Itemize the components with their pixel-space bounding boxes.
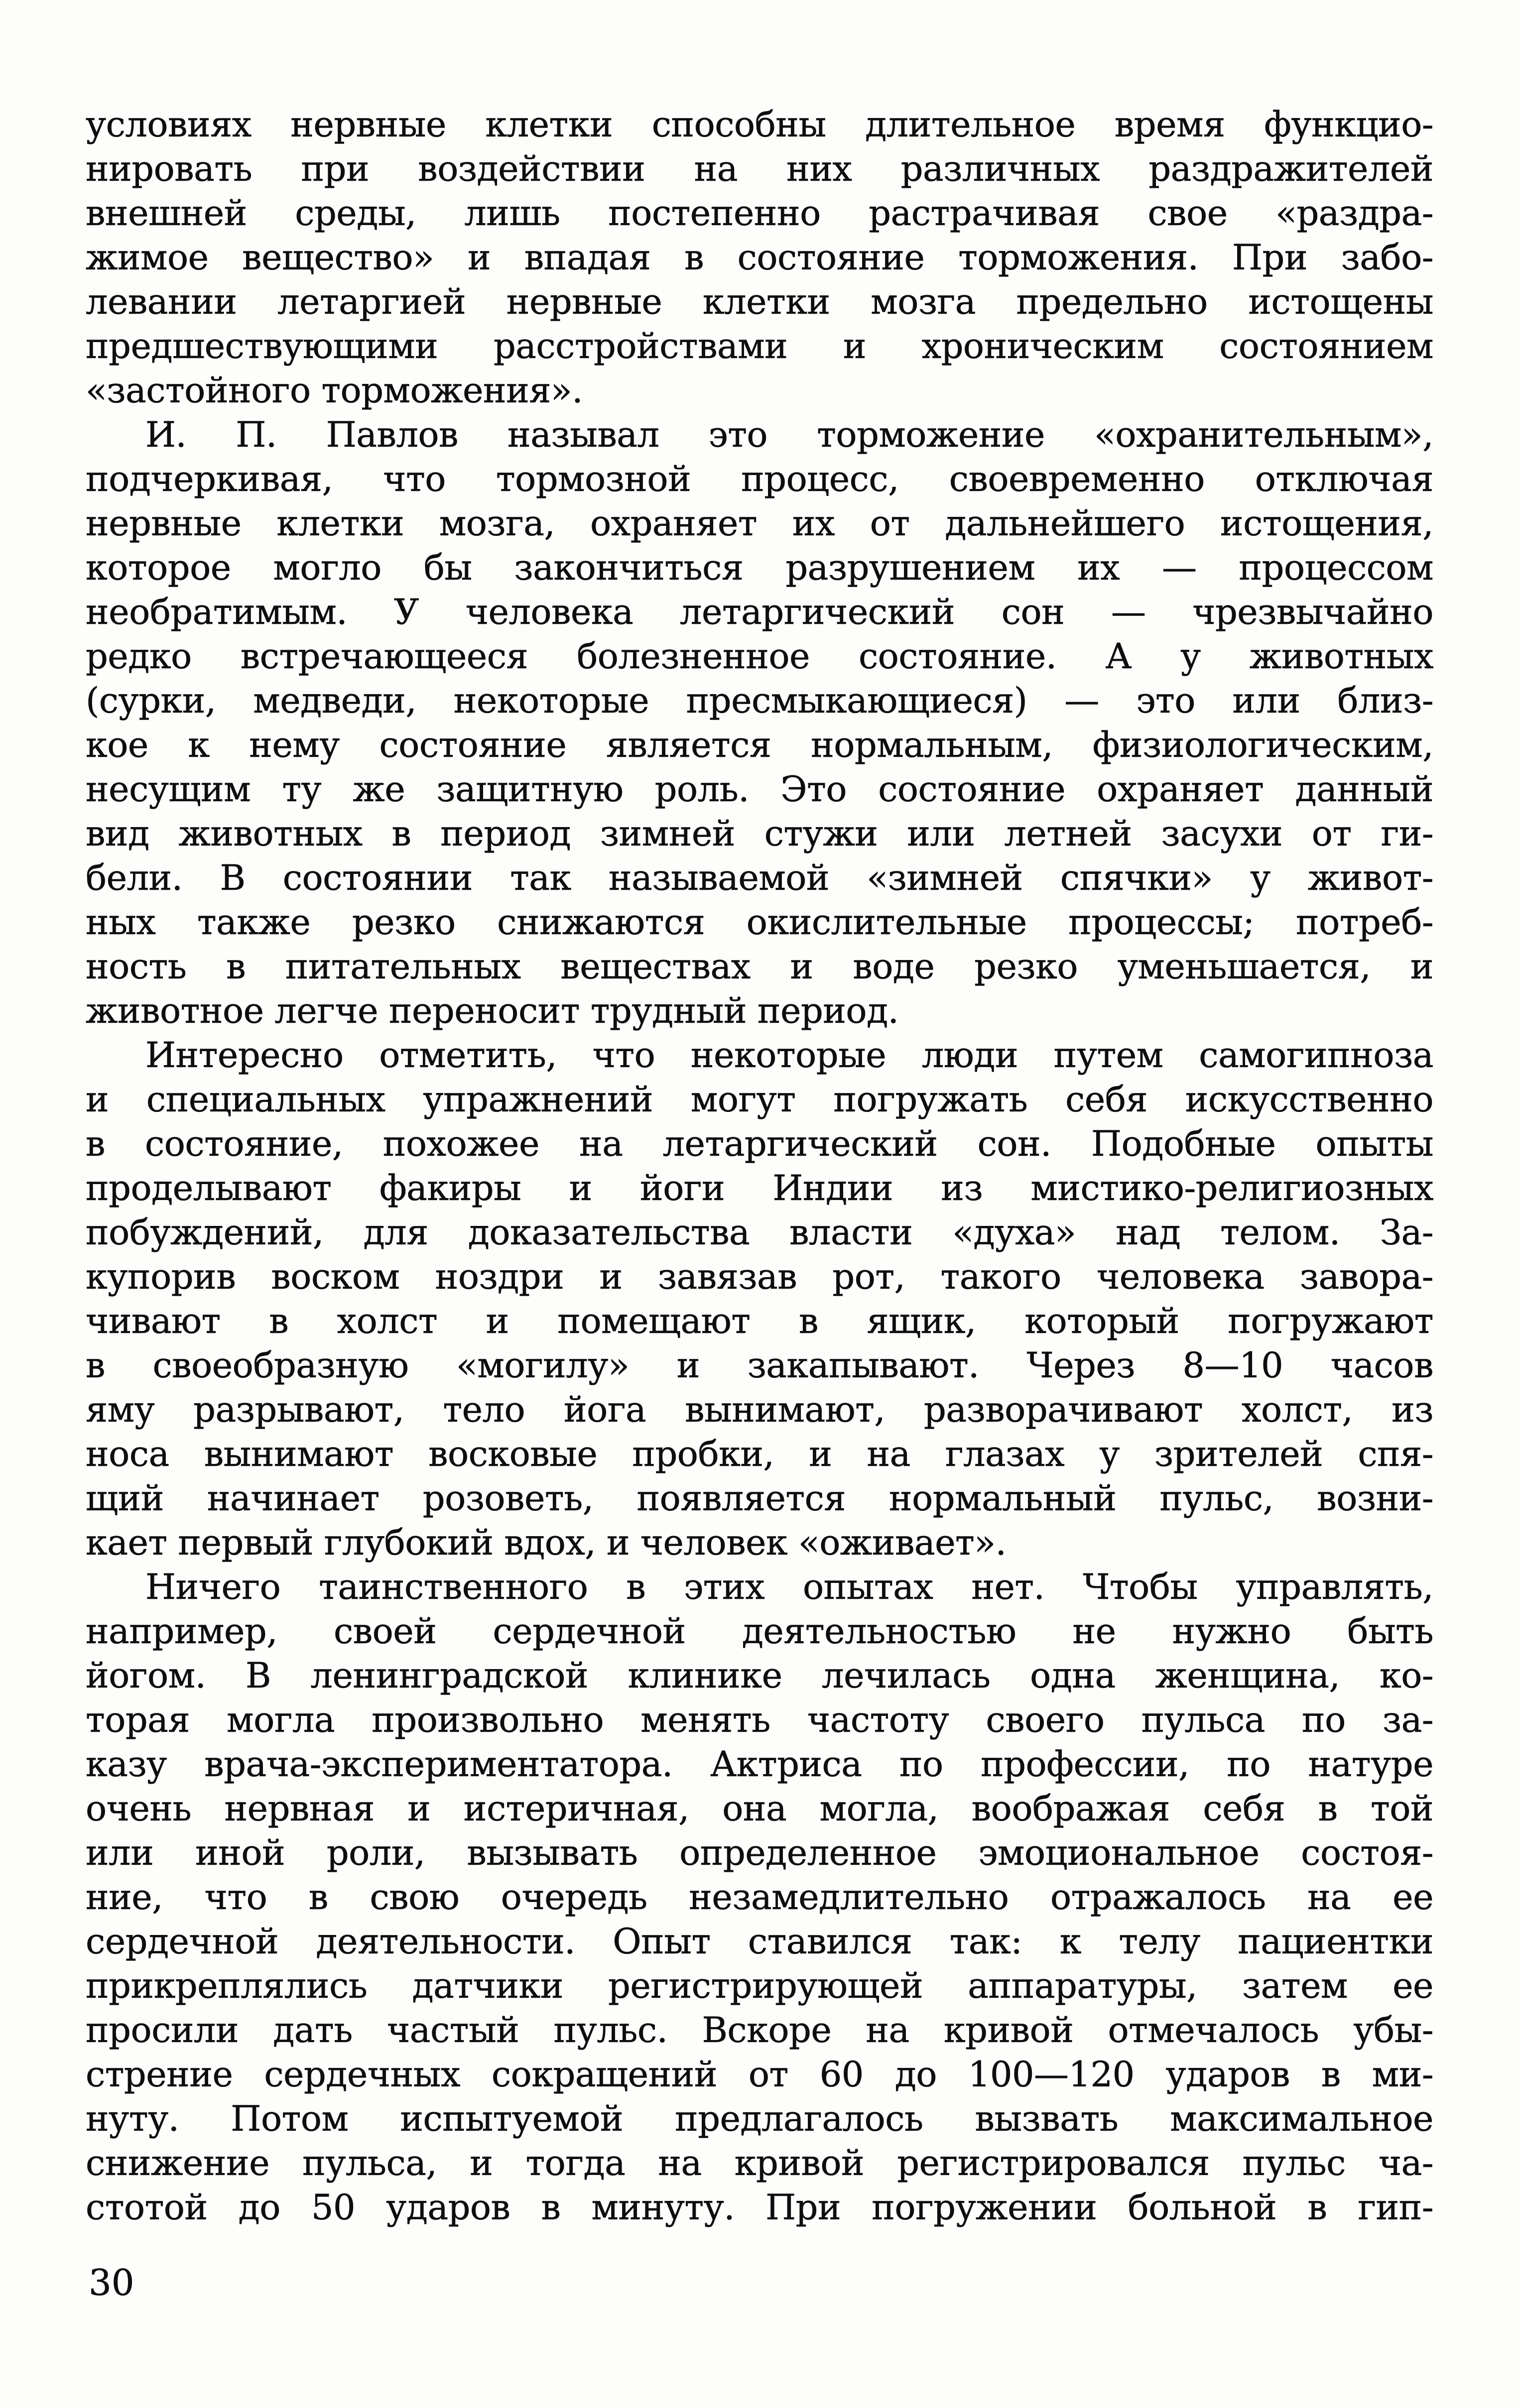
text-line: редко встречающееся болезненное состояние. А у животных [86,636,1433,677]
text-line: животное легче переносит трудный период. [86,990,899,1031]
text-line: вид животных в период зимней стужи или летней засухи от ги- [86,813,1433,854]
text-line: ность в питательных веществах и воде резко уменьшается, и [86,946,1433,987]
text-line: условиях нервные клетки способны длительное время функцио- [86,104,1433,145]
text-line: «застойного торможения». [86,370,583,411]
text-line: яму разрывают, тело йога вынимают, разворачивают холст, из [86,1389,1433,1430]
text-line: подчеркивая, что тормозной процесс, своевременно отключая [86,459,1433,499]
text-line: кое к нему состояние является нормальным, физиологическим, [86,724,1433,765]
text-line: Интересно отметить, что некоторые люди путем самогипноза [145,1035,1433,1076]
text-line: несущим ту же защитную роль. Это состояние охраняет данный [86,769,1433,810]
text-line: нервные клетки мозга, охраняет их от дальнейшего истощения, [86,503,1433,544]
text-line: (сурки, медведи, некоторые пресмыкающиеся) — это или близ- [86,680,1433,721]
text-line: йогом. В ленинградской клинике лечилась одна женщина, ко- [86,1655,1433,1696]
text-line: левании летаргией нервные клетки мозга предельно истощены [86,281,1433,322]
page-number: 30 [89,2262,134,2303]
text-line: очень нервная и истеричная, она могла, воображая себя в той [86,1788,1433,1829]
text-line: например, своей сердечной деятельностью не нужно быть [86,1611,1433,1652]
text-line: ние, что в свою очередь незамедлительно отражалось на ее [86,1877,1433,1918]
text-line: побуждений, для доказательства власти «духа» над телом. За- [86,1212,1433,1253]
text-line: носа вынимают восковые пробки, и на глазах у зрителей спя- [86,1434,1433,1474]
text-line: в состояние, похожее на летаргический сон. Подобные опыты [86,1123,1433,1164]
text-line: стрение сердечных сокращений от 60 до 100—120 ударов в ми- [86,2054,1433,2095]
text-line: необратимым. У человека летаргический сон — чрезвычайно [86,592,1433,632]
text-line: проделывают факиры и йоги Индии из мистико-религиозных [86,1168,1433,1208]
text-line: торая могла произвольно менять частоту своего пульса по за- [86,1699,1433,1740]
text-line: или иной роли, вызывать определенное эмоциональное состоя- [86,1832,1433,1873]
text-line: кает первый глубокий вдох, и человек «оживает». [86,1522,1007,1563]
text-line: жимое вещество» и впадая в состояние торможения. При забо- [86,237,1433,278]
text-line: просили дать частый пульс. Вскоре на кривой отмечалось убы- [86,2010,1433,2050]
text-line: снижение пульса, и тогда на кривой регистрировался пульс ча- [86,2143,1433,2183]
text-line: И. П. Павлов называл это торможение «охранительным», [145,414,1433,455]
body-text [86,103,1433,2230]
text-line: прикреплялись датчики регистрирующей аппаратуры, затем ее [86,1965,1433,2006]
text-line: щий начинает розоветь, появляется нормальный пульс, возни- [86,1478,1433,1519]
text-line: казу врача-экспериментатора. Актриса по профессии, по натуре [86,1744,1433,1785]
text-line: нировать при воздействии на них различных раздражителей [86,148,1433,189]
text-line: в своеобразную «могилу» и закапывают. Через 8—10 часов [86,1345,1433,1386]
text-line: и специальных упражнений могут погружать себя искусственно [86,1079,1433,1120]
text-line: внешней среды, лишь постепенно растрачивая свое «раздра- [86,193,1433,234]
text-line: сердечной деятельности. Опыт ставился так: к телу пациентки [86,1921,1433,1962]
text-line: нуту. Потом испытуемой предлагалось вызвать максимальное [86,2098,1433,2139]
text-line: купорив воском ноздри и завязав рот, такого человека завора- [86,1256,1433,1297]
text-line: стотой до 50 ударов в минуту. При погружении больной в гип- [86,2187,1433,2228]
text-line: чивают в холст и помещают в ящик, который погружают [86,1301,1433,1341]
text-line: предшествующими расстройствами и хроническим состоянием [86,326,1433,366]
text-line: которое могло бы закончиться разрушением их — процессом [86,547,1433,588]
text-line: бели. В состоянии так называемой «зимней спячки» у живот- [86,857,1433,898]
text-line: Ничего таинственного в этих опытах нет. Чтобы управлять, [145,1566,1433,1607]
text-line: ных также резко снижаются окислительные процессы; потреб- [86,902,1433,943]
